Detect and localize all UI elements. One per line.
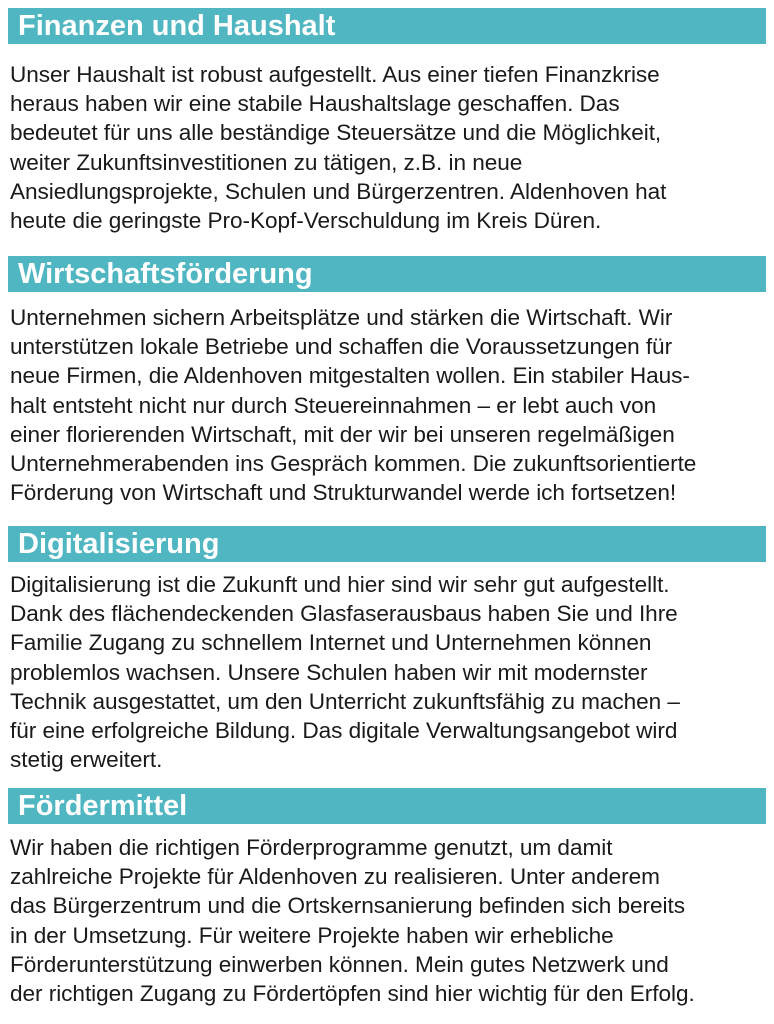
section-digitalisierung [8, 526, 766, 774]
paragraph-line: neue Firmen, die Aldenhoven mitgestalten wollen. Ein stabiler Haus- [10, 363, 690, 389]
section-wirtschaftsfoerderung [8, 256, 766, 507]
section-body [8, 570, 766, 774]
paragraph-line: problemlos wachsen. Unsere Schulen haben wir mit modernster [10, 659, 648, 685]
paragraph-line: Förderunterstützung einwerben können. Mein gutes Netzwerk und [10, 951, 669, 977]
section-body [8, 60, 766, 235]
paragraph-line: zahlreiche Projekte für Aldenhoven zu realisieren. Unter anderem [10, 864, 660, 890]
paragraph-line: in der Umsetzung. Für weitere Projekte haben wir erhebliche [10, 922, 614, 948]
section-heading: Digitalisierung [8, 526, 766, 562]
section-body [8, 303, 766, 507]
paragraph-line: Technik ausgestattet, um den Unterricht zukunftsfähig zu machen – [10, 688, 680, 714]
paragraph-line: Familie Zugang zu schnellem Internet und Unternehmen können [10, 630, 652, 656]
paragraph-line: das Bürgerzentrum und die Ortskernsanierung befinden sich bereits [10, 893, 685, 919]
section-heading: Wirtschaftsförderung [8, 256, 766, 292]
section-foerdermittel [8, 788, 766, 1008]
paragraph-line: für eine erfolgreiche Bildung. Das digitale Verwaltungsangebot wird [10, 717, 678, 743]
section-finanzen [8, 8, 766, 235]
paragraph-line: einer florierenden Wirtschaft, mit der wir bei unseren regelmäßigen [10, 421, 675, 447]
paragraph-line: Unternehmerabenden ins Gespräch kommen. Die zukunftsorientierte [10, 450, 697, 476]
paragraph-line: Digitalisierung ist die Zukunft und hier sind wir sehr gut aufgestellt. [10, 572, 670, 597]
paragraph-line: weiter Zukunftsinvestitionen zu tätigen, z.B. in neue [10, 149, 523, 175]
paragraph-line: Ansiedlungsprojekte, Schulen und Bürgerzentren. Aldenhoven hat [10, 178, 667, 204]
paragraph-line: Wir haben die richtigen Förderprogramme genutzt, um damit [10, 835, 613, 860]
paragraph-line: Dank des flächendeckenden Glasfaserausbaus haben Sie und Ihre [10, 601, 678, 627]
paragraph-line: stetig erweitert. [10, 747, 163, 773]
section-body [8, 833, 766, 1008]
paragraph-line: halt entsteht nicht nur durch Steuereinnahmen – er lebt auch von [10, 392, 657, 418]
paragraph-line: heraus haben wir eine stabile Haushaltslage geschaffen. Das [10, 91, 620, 117]
section-heading: Finanzen und Haushalt [8, 8, 766, 44]
paragraph-line: unterstützen lokale Betriebe und schaffen die Voraussetzungen für [10, 334, 673, 360]
paragraph-line: der richtigen Zugang zu Fördertöpfen sind hier wichtig für den Erfolg. [10, 980, 695, 1006]
section-heading: Fördermittel [8, 788, 766, 824]
paragraph-line: Unser Haushalt ist robust aufgestellt. Aus einer tiefen Finanzkrise [10, 62, 660, 87]
paragraph-line: heute die geringste Pro-Kopf-Verschuldung im Kreis Düren. [10, 207, 602, 233]
paragraph-line: Förderung von Wirtschaft und Strukturwandel werde ich fortsetzen! [10, 480, 677, 506]
paragraph-line: Unternehmen sichern Arbeitsplätze und stärken die Wirtschaft. Wir [10, 305, 673, 330]
paragraph-line: bedeutet für uns alle beständige Steuersätze und die Möglichkeit, [10, 120, 662, 146]
